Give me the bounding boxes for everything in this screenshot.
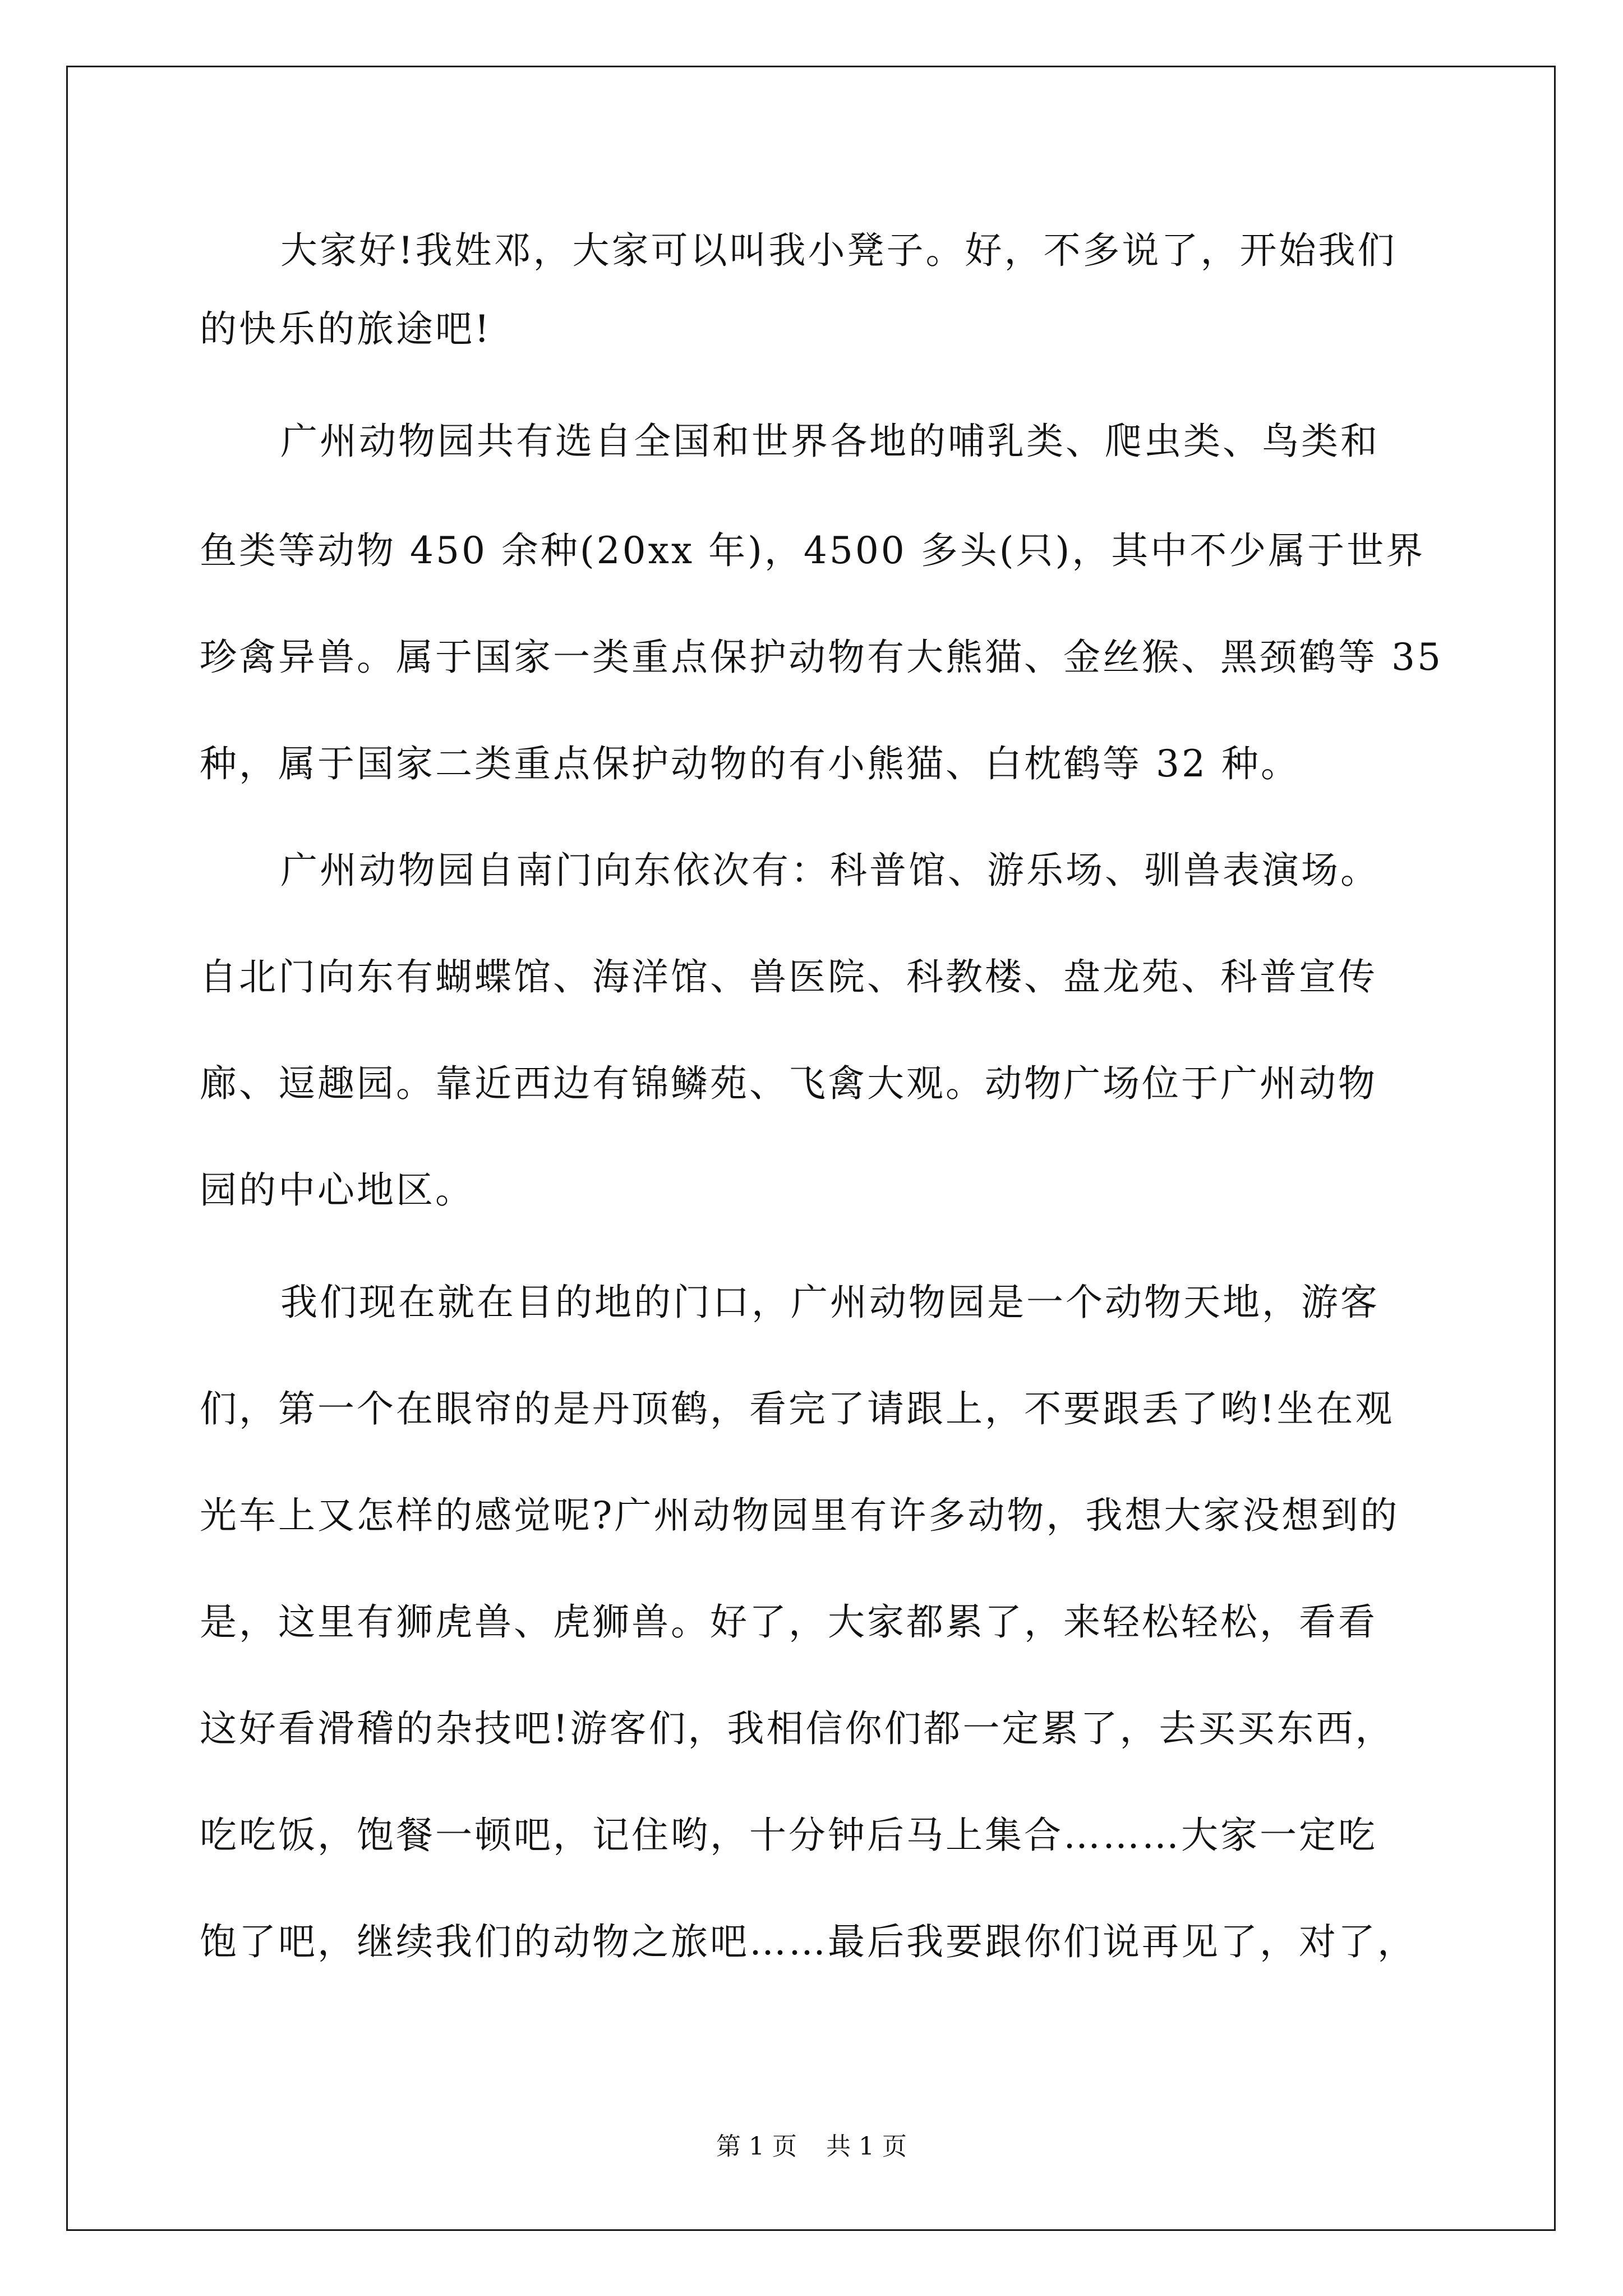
paragraph-1-line-2: 的快乐的旅途吧! [200, 307, 492, 351]
page-footer [0, 2130, 1623, 2164]
paragraph-4-line-5: 这好看滑稽的杂技吧!游客们，我相信你们都一定累了，去买买东西， [200, 1707, 1395, 1750]
paragraph-4-line-2: 们，第一个在眼帘的是丹顶鹤，看完了请跟上，不要跟丢了哟!坐在观 [200, 1387, 1395, 1430]
paragraph-3-line-3: 廊、逗趣园。靠近西边有锦鳞苑、飞禽大观。动物广场位于广州动物 [200, 1062, 1377, 1105]
paragraph-4-line-1: 我们现在就在目的地的门口，广州动物园是一个动物天地，游客 [280, 1281, 1380, 1324]
paragraph-2-line-4: 种，属于国家二类重点保护动物的有小熊猫、白枕鹤等 32 种。 [200, 742, 1300, 785]
paragraph-2-line-1: 广州动物园共有选自全国和世界各地的哺乳类、爬虫类、鸟类和 [280, 420, 1380, 463]
paragraph-4-line-3: 光车上又怎样的感觉呢?广州动物园里有许多动物，我想大家没想到的 [200, 1494, 1400, 1537]
paragraph-4-line-4: 是，这里有狮虎兽、虎狮兽。好了，大家都累了，来轻松轻松，看看 [200, 1600, 1377, 1644]
paragraph-2-line-2: 鱼类等动物 450 余种(20xx 年)，4500 多头(只)，其中不少属于世界 [200, 529, 1426, 572]
paragraph-3-line-2: 自北门向东有蝴蝶馆、海洋馆、兽医院、科教楼、盘龙苑、科普宣传 [200, 955, 1377, 999]
paragraph-3-line-4: 园的中心地区。 [200, 1168, 474, 1212]
paragraph-3-line-1: 广州动物园自南门向东依次有：科普馆、游乐场、驯兽表演场。 [280, 849, 1380, 892]
page-border [66, 66, 1556, 2231]
page-number-total: 共 1 页 [826, 2132, 907, 2161]
paragraph-4-line-6: 吃吃饭，饱餐一顿吧，记住哟，十分钟后马上集合………大家一定吃 [200, 1814, 1377, 1857]
page-number-current: 第 1 页 [716, 2132, 797, 2161]
paragraph-2-line-3: 珍禽异兽。属于国家一类重点保护动物有大熊猫、金丝猴、黑颈鹤等 35 [200, 636, 1443, 679]
paragraph-4-line-7: 饱了吧，继续我们的动物之旅吧……最后我要跟你们说再见了，对了， [200, 1920, 1417, 1963]
paragraph-1-line-1: 大家好!我姓邓，大家可以叫我小凳子。好，不多说了，开始我们 [280, 229, 1397, 272]
